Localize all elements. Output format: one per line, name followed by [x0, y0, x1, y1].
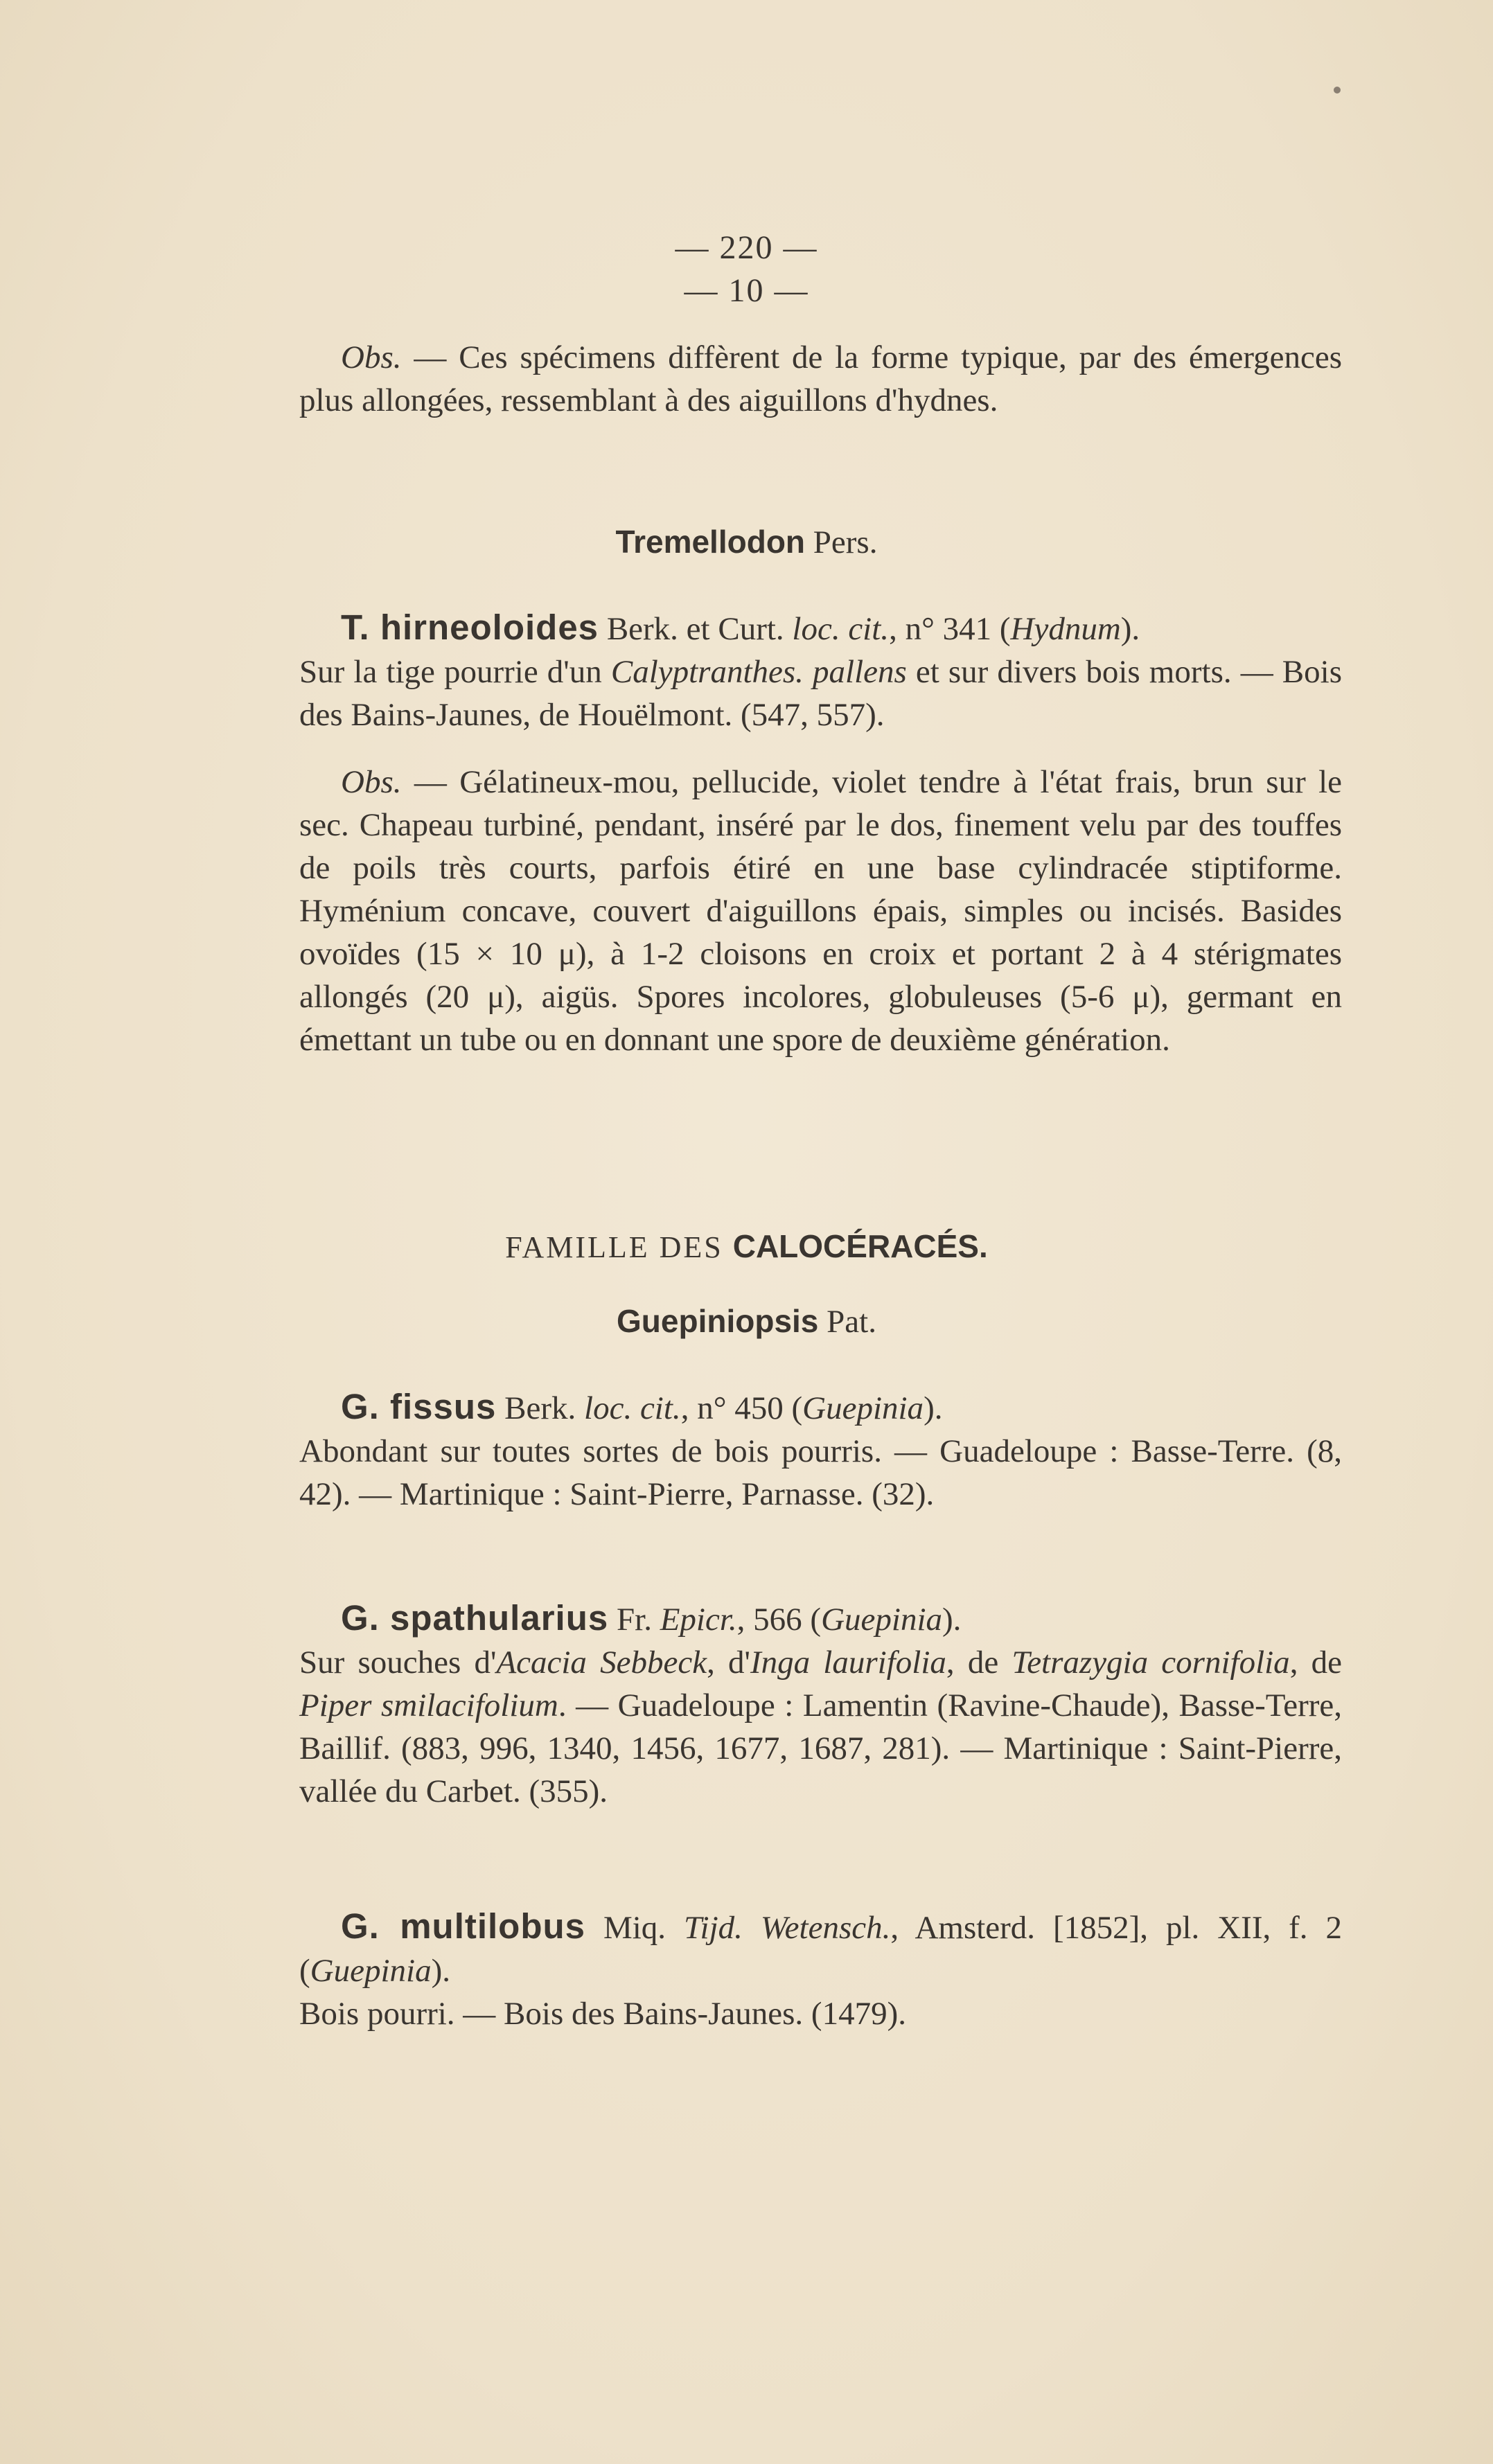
habitat-text: Abondant sur toutes sortes de bois pourris. — Guadeloupe : Basse-Terre. (8, 42). — Martinique : Saint-Pierre, Parnasse. (32).: [299, 1433, 1342, 1512]
habitat-text: Bois pourri. — Bois des Bains-Jaunes. (1479).: [299, 1996, 906, 2032]
page-number: — 220 —: [675, 229, 818, 266]
habitat-pre: Sur la tige pourrie d'un: [299, 654, 611, 690]
genus-author: Pat.: [818, 1304, 876, 1340]
genus-name: Guepiniopsis: [617, 1303, 819, 1339]
species-ref-num: , Amsterd. [1852], pl. XII, f. 2 (: [299, 1910, 1342, 1989]
species-ref-genus: Guepinia: [802, 1390, 924, 1426]
species-ref-close: ).: [1120, 611, 1140, 647]
genus-heading-tremellodon: [0, 523, 1493, 561]
genus-name: Tremellodon: [615, 524, 806, 560]
obs-text: — Ces spécimens diffèrent de la forme typique, par des émergences plus allongées, ressemblant à des aiguillons d'hydnes.: [299, 339, 1342, 418]
species-name: G. spathularius: [341, 1598, 609, 1638]
habitat-part-2: , d': [707, 1645, 750, 1681]
obs-label: Obs.: [341, 764, 402, 800]
habitat-plant: Calyptranthes. pallens: [610, 654, 907, 690]
species-ref-close: ).: [942, 1602, 962, 1638]
species-ref-work: Epicr.: [660, 1602, 737, 1638]
habitat-part-4: , de: [1289, 1645, 1342, 1681]
obs-label: Obs.: [341, 339, 402, 375]
species-name: T. hirneoloides: [341, 608, 599, 647]
obs-text: — Gélatineux-mou, pellucide, violet tendre à l'état frais, brun sur le sec. Chapeau turbiné, pendant, inséré par le dos, finement velu par des touffes de poils très courts, parfois étiré en une base cylindracée stiptiforme. Hyménium concave, couvert d'aiguillons épais, simples ou incisés. Basides ovoïdes (15 × 10 μ), à 1-2 cloisons en croix et portant 2 à 4 stérigmates allongés (20 μ), aigüs. Spores incolores, globuleuses (5-6 μ), germant en émettant un tube ou en donnant une spore de deuxième génération.: [299, 764, 1342, 1058]
observation-paragraph-1: [299, 336, 1342, 422]
page-subnumber: — 10 —: [684, 272, 809, 309]
habitat-plant-1: Acacia Sebbeck: [496, 1645, 707, 1681]
habitat-plant-2: Inga laurifolia: [750, 1645, 946, 1681]
observation-paragraph-2: [299, 761, 1342, 1061]
habitat-post: et sur divers bois morts. — Bois des Bains-Jaunes, de Houëlmont. (547, 557).: [299, 654, 1342, 733]
species-ref-author: Berk.: [496, 1390, 585, 1426]
species-entry-fissus: [299, 1385, 1342, 1516]
species-ref-close: ).: [924, 1390, 943, 1426]
habitat-part-5: . — Guadeloupe : Lamentin (Ravine-Chaude), Basse-Terre, Baillif. (883, 996, 1340, 1456, 1677, 1687, 281). — Martinique : Saint-Pierre, vallée du Carbet. (355).: [299, 1687, 1342, 1809]
species-ref-author: Miq.: [585, 1910, 684, 1946]
species-entry-multilobus: [299, 1905, 1342, 2035]
species-name: G. fissus: [341, 1387, 497, 1426]
species-ref-author: Berk. et Curt.: [599, 611, 793, 647]
genus-author: Pers.: [805, 524, 878, 560]
habitat-part-1: Sur souches d': [299, 1645, 497, 1681]
family-heading: [0, 1227, 1493, 1266]
habitat-part-3: , de: [946, 1645, 1012, 1681]
family-prefix: FAMILLE DES: [505, 1230, 733, 1264]
paper-speck: [1334, 87, 1341, 94]
species-ref-loc: loc. cit.: [584, 1390, 681, 1426]
habitat-plant-3: Tetrazygia cornifolia: [1011, 1645, 1290, 1681]
species-ref-loc: loc. cit.: [792, 611, 890, 647]
habitat-plant-4: Piper smilacifolium: [299, 1687, 558, 1723]
species-ref-work: Tijd. Wetensch.: [683, 1910, 891, 1946]
family-name: CALOCÉRACÉS.: [732, 1228, 988, 1264]
genus-heading-guepiniopsis: [0, 1302, 1493, 1340]
species-ref-num: , n° 450 (: [680, 1390, 803, 1426]
species-ref-num: , 566 (: [736, 1602, 822, 1638]
species-ref-genus: Hydnum: [1010, 611, 1121, 647]
species-ref-genus: Guepinia: [310, 1953, 432, 1989]
species-ref-close: ).: [431, 1953, 450, 1989]
species-ref-author: Fr.: [608, 1602, 660, 1638]
species-ref-genus: Guepinia: [821, 1602, 942, 1638]
species-ref-num: , n° 341 (: [889, 611, 1011, 647]
species-entry-hirneoloides: [299, 606, 1342, 736]
species-name: G. multilobus: [341, 1906, 586, 1946]
species-entry-spathularius: [299, 1597, 1342, 1813]
